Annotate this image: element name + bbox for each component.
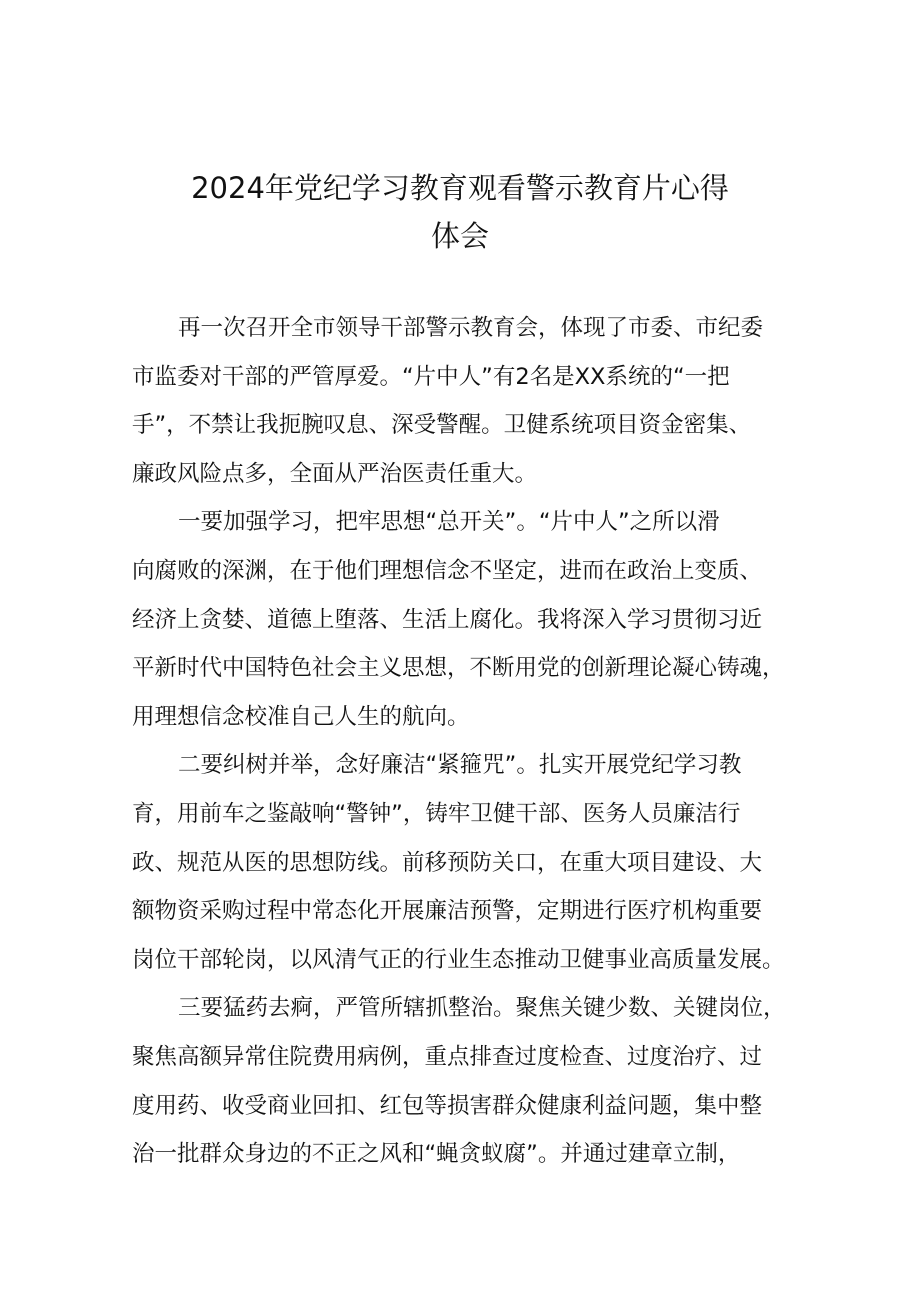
paragraph-3-line: 育，用前车之鉴敲响“警钟”，铸牢卫健干部、医务人员廉洁行 [132, 800, 741, 827]
paragraph-1-line: 市监委对干部的严管厚爱。“片中人”有2名是XX系统的“一把 [132, 363, 730, 390]
paragraph-2-line: 向腐败的深渊，在于他们理想信念不坚定，进而在政治上变质、 [132, 557, 763, 584]
paragraph-4-line: 度用药、收受商业回扣、红包等损害群众健康利益问题，集中整 [132, 1092, 763, 1119]
paragraph-2-line: 一要加强学习，把牢思想“总开关”。“片中人”之所以滑 [178, 509, 720, 536]
paragraph-1-line: 再一次召开全市领导干部警示教育会，体现了市委、市纪委 [178, 315, 764, 341]
title-line-2: 体会 [430, 219, 489, 253]
paragraph-3-line: 岗位干部轮岗，以风清气正的行业生态推动卫健事业高质量发展。 [132, 946, 785, 973]
paragraph-4-line: 治一批群众身边的不正之风和“蝇贪蚁腐”。并通过建章立制， [132, 1141, 741, 1168]
document-title [130, 164, 790, 260]
paragraph-2-line: 用理想信念校准自己人生的航向。 [132, 703, 470, 730]
paragraph-3-line: 政、规范从医的思想防线。前移预防关口，在重大项目建设、大 [132, 849, 763, 876]
paragraph-4-line: 三要猛药去痾，严管所辖抓整治。聚焦关键少数、关键岗位， [178, 995, 786, 1022]
document-body [132, 304, 812, 1179]
paragraph-1-line: 廉政风险点多，全面从严治医责任重大。 [132, 460, 538, 487]
title-line-1: 2024年党纪学习教育观看警示教育片心得 [191, 171, 729, 205]
paragraph-1-line: 手”，不禁让我扼腕叹息、深受警醒。卫健系统项目资金密集、 [132, 412, 752, 439]
paragraph-3-line: 额物资采购过程中常态化开展廉洁预警，定期进行医疗机构重要 [132, 898, 763, 925]
paragraph-2-line: 平新时代中国特色社会主义思想，不断用党的创新理论凝心铸魂， [132, 655, 785, 682]
paragraph-3-line: 二要纠树并举，念好廉洁“紧箍咒”。扎实开展党纪学习教 [178, 752, 742, 779]
paragraph-2-line: 经济上贪婪、道德上堕落、生活上腐化。我将深入学习贯彻习近 [132, 606, 763, 633]
paragraph-4-line: 聚焦高额异常住院费用病例，重点排查过度检查、过度治疗、过 [132, 1043, 763, 1070]
